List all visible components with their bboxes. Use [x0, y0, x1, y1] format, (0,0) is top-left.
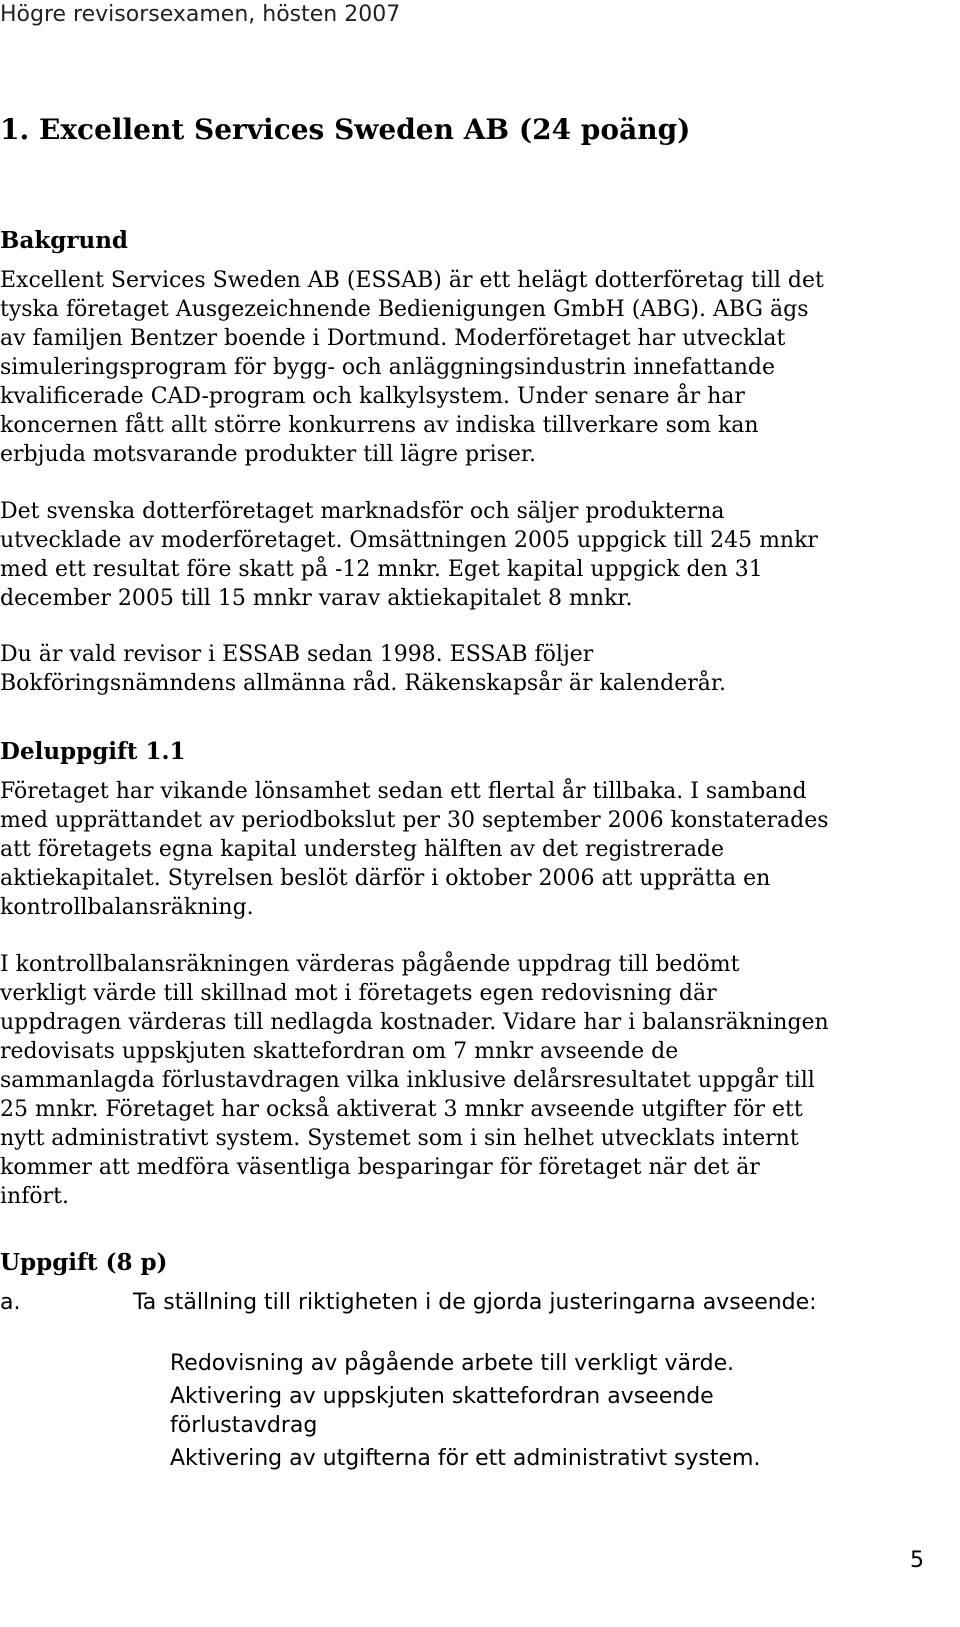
paragraph-line: uppdragen värderas till nedlagda kostnader. Vidare har i balansräkningen — [0, 1010, 829, 1035]
paragraph-line: aktiekapitalet. Styrelsen beslöt därför i oktober 2006 att upprätta en — [0, 866, 771, 891]
task-subitem-list — [170, 1349, 760, 1473]
paragraph-line: redovisats uppskjuten skattefordran om 7 mnkr avseende de — [0, 1039, 679, 1064]
paragraph-line: Bokföringsnämndens allmänna råd. Räkenskapsår är kalenderår. — [0, 671, 726, 696]
paragraph-line: infört. — [0, 1184, 69, 1209]
subitem-line: Aktivering av utgifterna för ett administrativt system. — [170, 1446, 761, 1471]
paragraph-line: kommer att medföra väsentliga besparingar för företaget när det är — [0, 1155, 760, 1180]
paragraph-line: erbjuda motsvarande produkter till lägre priser. — [0, 442, 537, 467]
paragraph-line: december 2005 till 15 mnkr varav aktiekapitalet 8 mnkr. — [0, 586, 633, 611]
paragraph-line: kontrollbalansräkning. — [0, 895, 254, 920]
background-paragraph-2 — [0, 497, 952, 613]
item-text: Ta ställning till riktigheten i de gjorda justeringarna avseende: — [133, 1290, 817, 1315]
paragraph-line: Det svenska dotterföretaget marknadsför och säljer produkterna — [0, 499, 725, 524]
paragraph-line: Du är vald revisor i ESSAB sedan 1998. ESSAB följer — [0, 642, 594, 667]
background-paragraph-3 — [0, 640, 952, 698]
item-marker: a. — [0, 1290, 21, 1315]
page-number: 5 — [910, 1548, 924, 1573]
subitem-line: Redovisning av pågående arbete till verkligt värde. — [170, 1351, 735, 1376]
section-heading-deluppgift: Deluppgift 1.1 — [0, 738, 186, 765]
paragraph-line: av familjen Bentzer boende i Dortmund. Moderföretaget har utvecklat — [0, 326, 786, 351]
paragraph-line: nytt administrativt system. Systemet som i sin helhet utvecklats internt — [0, 1126, 799, 1151]
task-subitem — [170, 1444, 760, 1473]
section-heading-uppgift: Uppgift (8 p) — [0, 1249, 168, 1276]
paragraph-line: Företaget har vikande lönsamhet sedan ett flertal år tillbaka. I samband — [0, 779, 807, 804]
section-heading-bakgrund: Bakgrund — [0, 227, 129, 254]
paragraph-line: att företagets egna kapital understeg hälften av det registrerade — [0, 837, 725, 862]
paragraph-line: utvecklade av moderföretaget. Omsättningen 2005 uppgick till 245 mnkr — [0, 528, 818, 553]
paragraph-line: koncernen fått allt större konkurrens av indiska tillverkare som kan — [0, 413, 759, 438]
subtask-paragraph-1 — [0, 777, 952, 922]
paragraph-line: kvalificerade CAD-program och kalkylsystem. Under senare år har — [0, 384, 745, 409]
subitem-line: förlustavdrag — [170, 1413, 318, 1438]
background-paragraph-1 — [0, 266, 952, 469]
paragraph-line: med ett resultat före skatt på -12 mnkr. Eget kapital uppgick den 31 — [0, 557, 763, 582]
subitem-line: Aktivering av uppskjuten skattefordran avseende — [170, 1384, 714, 1409]
subtask-paragraph-2 — [0, 950, 952, 1211]
task-subitem — [170, 1382, 760, 1440]
paragraph-line: sammanlagda förlustavdragen vilka inklusive delårsresultatet uppgår till — [0, 1068, 815, 1093]
paragraph-line: I kontrollbalansräkningen värderas pågående uppdrag till bedömt — [0, 952, 740, 977]
page-header: Högre revisorsexamen, hösten 2007 — [0, 2, 401, 27]
paragraph-line: Excellent Services Sweden AB (ESSAB) är ett helägt dotterföretag till det — [0, 268, 824, 293]
paragraph-line: med upprättandet av periodbokslut per 30 september 2006 konstaterades — [0, 808, 829, 833]
paragraph-line: 25 mnkr. Företaget har också aktiverat 3 mnkr avseende utgifter för ett — [0, 1097, 803, 1122]
paragraph-line: tyska företaget Ausgezeichnende Bedienigungen GmbH (ABG). ABG ägs — [0, 297, 809, 322]
task-subitem — [170, 1349, 760, 1378]
paragraph-line: simuleringsprogram för bygg- och anläggningsindustrin innefattande — [0, 355, 776, 380]
page-title: 1. Excellent Services Sweden AB (24 poäng) — [0, 113, 691, 146]
paragraph-line: verkligt värde till skillnad mot i företagets egen redovisning där — [0, 981, 717, 1006]
